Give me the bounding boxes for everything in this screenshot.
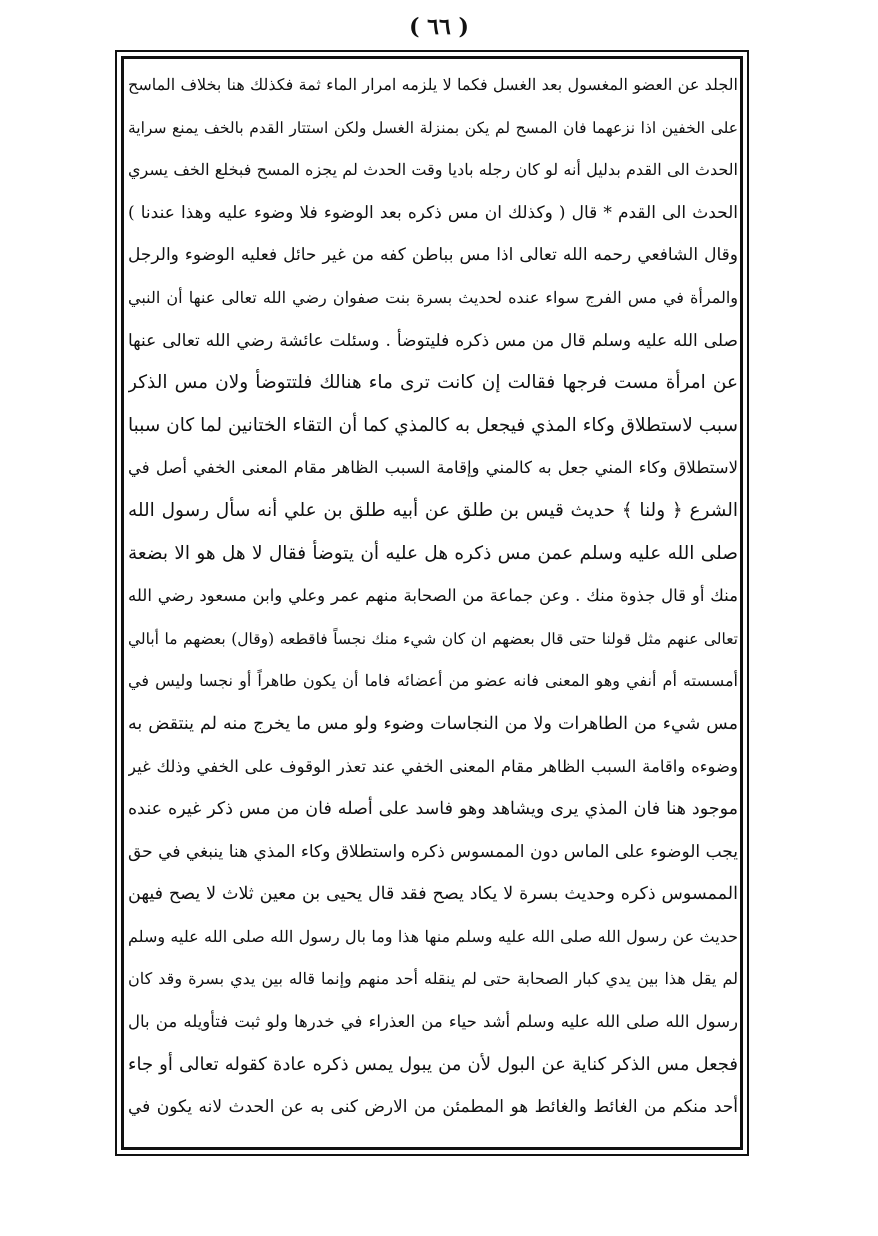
text-line-8: عن امرأة مست فرجها فقالت إن كانت ترى ماء هنالك فلتتوضأ ولان مس الذكر — [128, 372, 738, 394]
text-line-13: منك أو قال جذوة منك . وعن جماعة من الصحابة منهم عمر وعلي وابن مسعود رضي الله — [128, 586, 738, 606]
text-line-3: الحدث الى القدم بدليل أنه لو كان رجله باديا وقت الحدث لم يجزه المسح فبخلع الخف يسري — [128, 160, 738, 180]
text-line-16: مس شيء من الطاهرات ولا من النجاسات وضوء ولو مس ما يخرج منه لم ينتقض به — [128, 713, 738, 734]
text-line-1: الجلد عن العضو المغسول بعد الغسل فكما لا يلزمه امرار الماء ثمة فكذلك هنا بخلاف الماسح — [128, 75, 738, 94]
text-line-25: أحد منكم من الغائط والغائط هو المطمئن من الارض كنى به عن الحدث لانه يكون في — [128, 1097, 738, 1118]
text-line-17: وضوءه واقامة السبب الظاهر مقام المعنى الخفي عند تعذر الوقوف على الخفي وذلك غير — [128, 756, 738, 776]
text-line-4: الحدث الى القدم * قال ( وكذلك ان مس ذكره بعد الوضوء فلا وضوء عليه وهذا عندنا ) — [128, 202, 738, 223]
text-line-18: موجود هنا فان المذي يرى ويشاهد وهو فاسد على أصله فان من مس ذكر غيره عنده — [128, 799, 738, 820]
text-line-21: حديث عن رسول الله صلى الله عليه وسلم منها هذا وما بال رسول الله صلى الله عليه وسلم — [128, 926, 738, 946]
text-line-24: فجعل مس الذكر كناية عن البول لأن من يبول يمس ذكره عادة كقوله تعالى أو جاء — [128, 1053, 738, 1075]
text-line-15: أمسسته أم أنفي وهو المعنى فانه عضو من أعضائه فاما أن يكون طاهراً أو نجسا وليس في — [128, 671, 738, 691]
text-line-20: الممسوس ذكره وحديث بسرة لا يكاد يصح فقد قال يحيى بن معين ثلاث لا يصح فيهن — [128, 884, 738, 905]
text-body — [128, 64, 738, 1144]
text-line-23: رسول الله صلى الله عليه وسلم أشد حياء من العذراء في خدرها ولو ثبت فتأويله من بال — [128, 1012, 738, 1032]
text-line-19: يجب الوضوء على الماس دون الممسوس ذكره واستطلاق وكاء المذي هنا ينبغي في حق — [128, 841, 738, 862]
text-line-11: الشرع ﴿ ولنا ﴾ حديث قيس بن طلق عن أبيه طلق بن علي أنه سأل رسول الله — [128, 499, 738, 521]
text-line-12: صلى الله عليه وسلم عمن مس ذكره هل عليه أن يتوضأ فقال لا هل هو الا بضعة — [128, 542, 738, 564]
page-number: ( ٦٦ ) — [409, 14, 469, 40]
text-line-6: والمرأة في مس الفرج سواء عنده لحديث بسرة بنت صفوان رضي الله تعالى عنها أن النبي — [128, 287, 738, 307]
text-line-2: على الخفين اذا نزعهما فان المسح لم يكن بمنزلة الغسل ولكن استتار القدم بالخف يمنع سراية — [128, 118, 738, 137]
text-line-22: لم يقل هذا بين يدي كبار الصحابة حتى لم ينقله أحد منهم وإنما قاله بين يدي بسرة وقد كان — [128, 969, 738, 989]
text-line-9: سبب لاستطلاق وكاء المذي فيجعل به كالمذي كما أن التقاء الختانين لما كان سببا — [128, 414, 738, 436]
text-line-10: لاستطلاق وكاء المني جعل به كالمني وإقامة السبب الظاهر مقام المعنى الخفي أصل في — [128, 458, 738, 478]
text-line-7: صلى الله عليه وسلم قال من مس ذكره فليتوضأ . وسئلت عائشة رضي الله تعالى عنها — [128, 330, 738, 351]
text-line-14: تعالى عنهم مثل قولنا حتى قال بعضهم ان كان شيء منك نجساً فاقطعه (وقال) بعضهم ما أبالي — [128, 629, 738, 648]
text-line-5: وقال الشافعي رحمه الله تعالى اذا مس بباطن كفه من غير حائل فعليه الوضوء والرجل — [128, 245, 738, 266]
